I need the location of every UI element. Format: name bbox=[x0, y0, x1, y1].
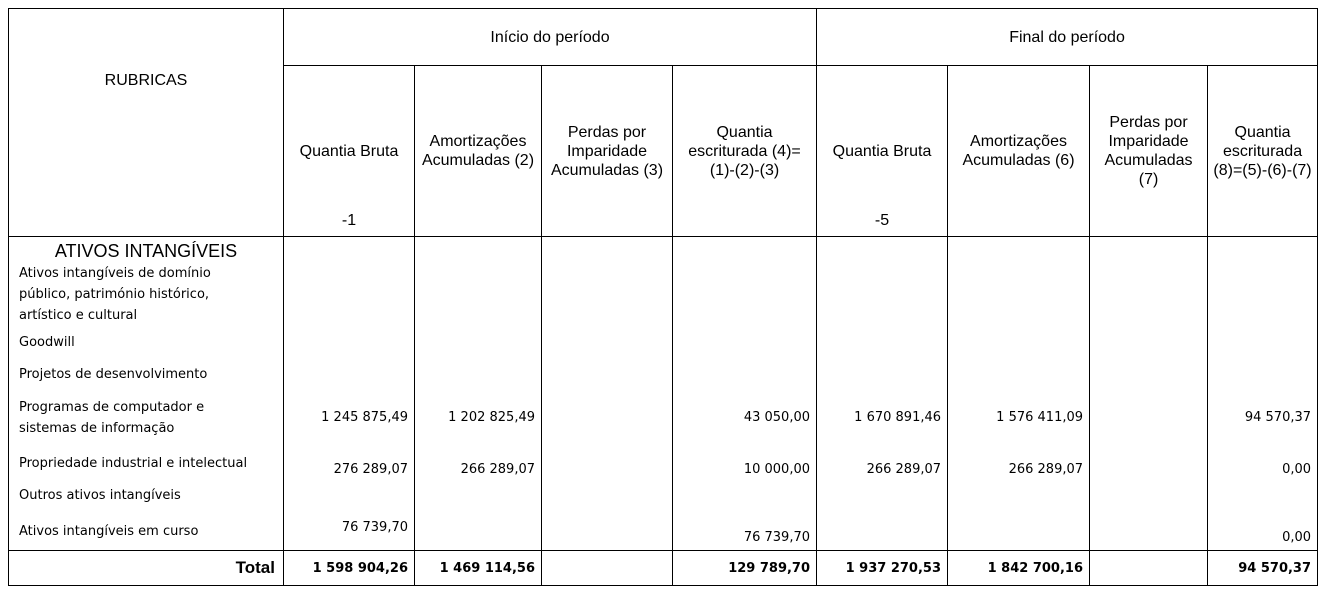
value-cell: 76 739,70 bbox=[341, 520, 408, 535]
col-header-number: -1 bbox=[341, 212, 357, 229]
row-label-dominio-publico: Ativos intangíveis de domínio público, património histórico, artístico e cultural bbox=[19, 266, 211, 323]
value-cell: 266 289,07 bbox=[460, 462, 535, 477]
value-cell: 1 202 825,49 bbox=[448, 410, 535, 425]
value-cell: 0,00 bbox=[1282, 462, 1312, 477]
col-header-text: Quantia escriturada (8)=(5)-(6)-(7) bbox=[1213, 123, 1312, 179]
total-row bbox=[9, 551, 1318, 586]
value-cell: 1 670 891,46 bbox=[854, 410, 942, 425]
row-label-projetos: Projetos de desenvolvimento bbox=[19, 367, 208, 382]
total-value: 129 789,70 bbox=[673, 551, 817, 586]
col-header-quantia-escriturada-inicio bbox=[673, 66, 817, 237]
col-header-number: -5 bbox=[874, 212, 890, 229]
col-header-perdas-final bbox=[1090, 66, 1208, 237]
col-header-text: Quantia escriturada (4)=(1)-(2)-(3) bbox=[688, 123, 801, 179]
data-column bbox=[1090, 237, 1208, 551]
total-label: Total bbox=[9, 551, 284, 586]
col-header-amortizacoes-inicio bbox=[415, 66, 542, 237]
row-label-programas: Programas de computador e sistemas de informação bbox=[19, 400, 205, 436]
data-column bbox=[948, 237, 1090, 551]
data-column bbox=[284, 237, 415, 551]
total-value: 1 842 700,16 bbox=[948, 551, 1090, 586]
col-header-perdas-inicio bbox=[542, 66, 673, 237]
col-header-text: Perdas por Imparidade Acumuladas (3) bbox=[550, 123, 664, 179]
value-cell: 43 050,00 bbox=[743, 410, 811, 425]
data-column bbox=[817, 237, 948, 551]
col-header-quantia-bruta-inicio bbox=[284, 66, 415, 237]
section-title: ATIVOS INTANGÍVEIS bbox=[54, 241, 238, 261]
row-label-propriedade: Propriedade industrial e intelectual bbox=[19, 456, 248, 471]
row-label-em-curso: Ativos intangíveis em curso bbox=[19, 524, 199, 539]
data-column bbox=[673, 237, 817, 551]
value-cell: 94 570,37 bbox=[1244, 410, 1312, 425]
total-value bbox=[542, 551, 673, 586]
col-header-text: Quantia Bruta bbox=[832, 142, 932, 160]
data-column bbox=[1208, 237, 1318, 551]
rubricas-column bbox=[9, 237, 284, 551]
rubricas-header: RUBRICAS bbox=[9, 9, 284, 237]
value-cell: 276 289,07 bbox=[333, 462, 408, 477]
value-cell: 266 289,07 bbox=[1008, 462, 1084, 477]
col-header-text: Perdas por Imparidade Acumuladas (7) bbox=[1104, 114, 1193, 188]
col-header-text: Amortizações Acumuladas (6) bbox=[962, 133, 1075, 169]
row-label-outros: Outros ativos intangíveis bbox=[19, 488, 181, 503]
col-header-amortizacoes-final bbox=[948, 66, 1090, 237]
total-value bbox=[1090, 551, 1208, 586]
row-label-goodwill: Goodwill bbox=[19, 335, 75, 350]
total-value: 1 598 904,26 bbox=[284, 551, 415, 586]
total-value: 1 937 270,53 bbox=[817, 551, 948, 586]
total-value: 1 469 114,56 bbox=[415, 551, 542, 586]
col-header-text: Quantia Bruta bbox=[299, 142, 399, 160]
value-cell: 10 000,00 bbox=[743, 462, 811, 477]
value-cell: 1 576 411,09 bbox=[996, 410, 1084, 425]
data-column bbox=[542, 237, 673, 551]
row-labels bbox=[9, 263, 283, 546]
col-header-quantia-bruta-final bbox=[817, 66, 948, 237]
value-cell: 1 245 875,49 bbox=[321, 410, 408, 425]
col-header-text: Amortizações Acumuladas (2) bbox=[421, 133, 535, 169]
final-periodo-header: Final do período bbox=[817, 9, 1318, 66]
intangible-assets-table bbox=[8, 8, 1318, 586]
total-value: 94 570,37 bbox=[1208, 551, 1318, 586]
col-header-quantia-escriturada-final bbox=[1208, 66, 1318, 237]
data-column bbox=[415, 237, 542, 551]
value-cell: 0,00 bbox=[1282, 530, 1312, 545]
inicio-periodo-header: Início do período bbox=[284, 9, 817, 66]
value-cell: 76 739,70 bbox=[743, 530, 811, 545]
value-cell: 266 289,07 bbox=[866, 462, 942, 477]
